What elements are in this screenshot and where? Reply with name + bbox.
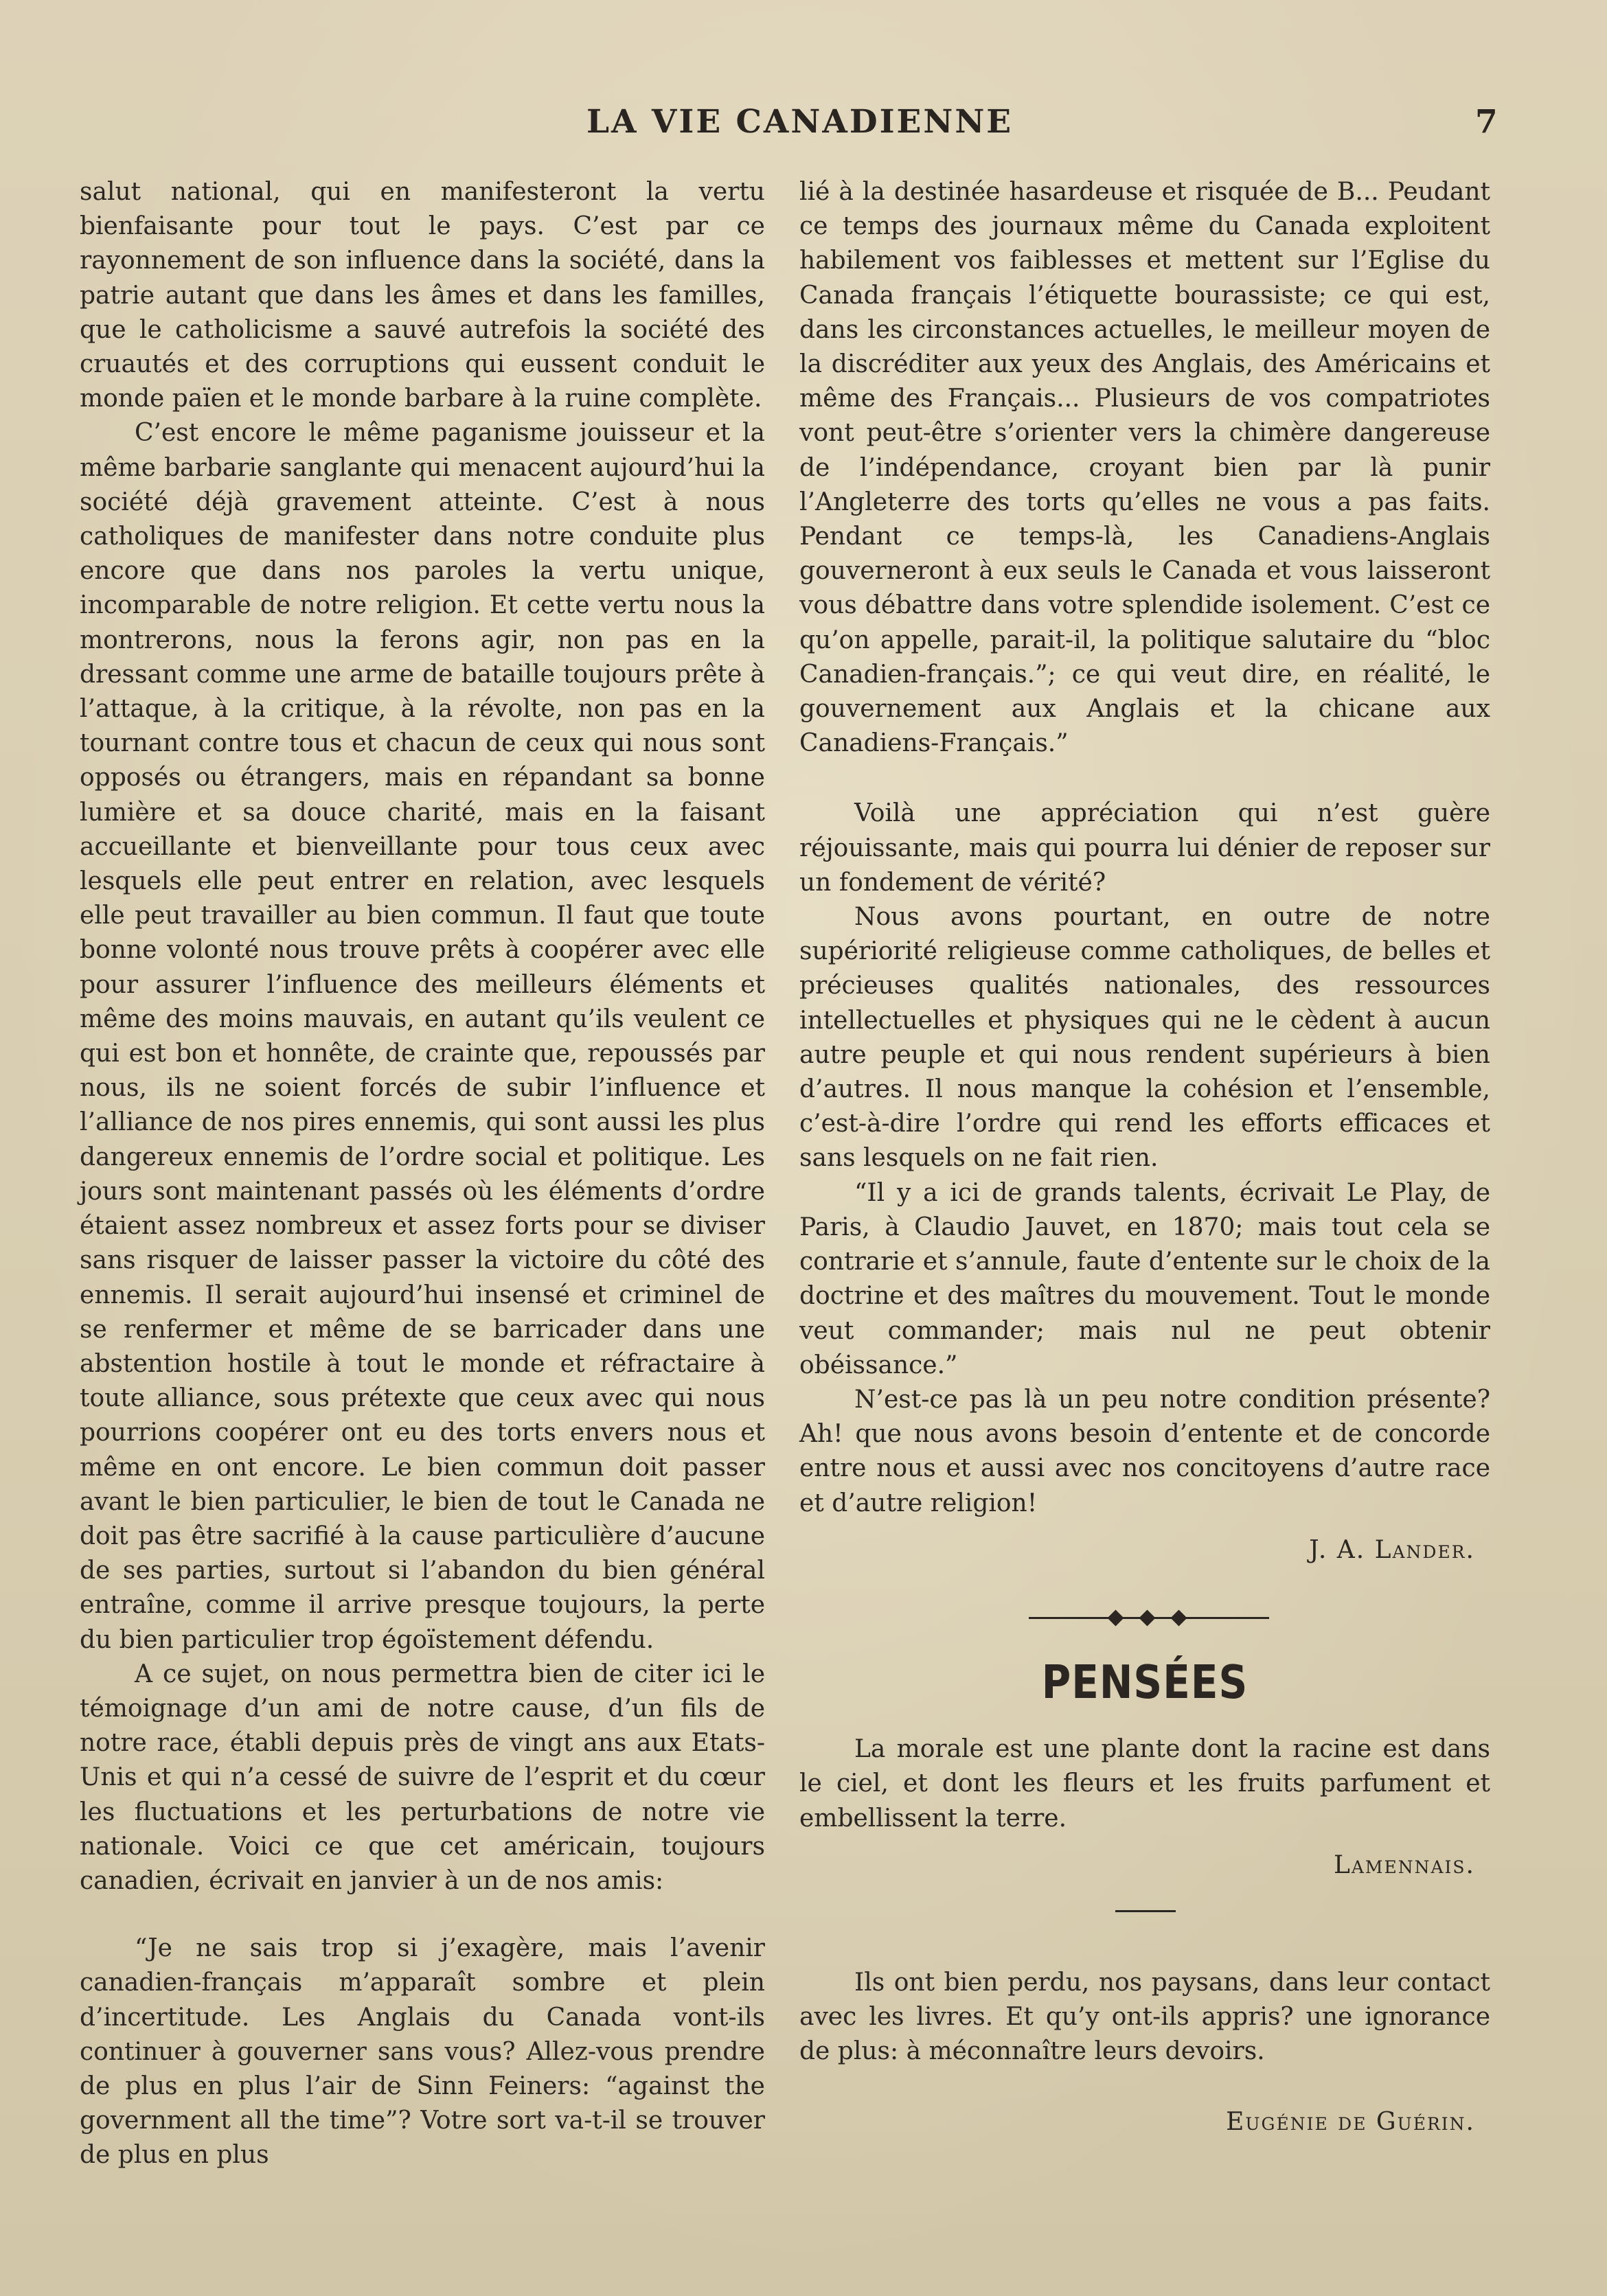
short-divider: [1115, 1910, 1176, 1912]
quoted-letter: “Je ne sais trop si j’exagère, mais l’avenir canadien-français m’apparaît sombre et plein d’incertitude. Les Anglais du Canada vont-ils continuer à gouverner sans vous? Allez-vous prendre de plus en plus l’air de Sinn Feiners: “against the government all the time”? Votre sort va-t-il se trouver de plus en plus: [80, 1934, 765, 2170]
article-signature: J. A. Lander.: [1309, 1535, 1475, 1564]
paragraph: C’est encore le même paganisme jouisseur et la même barbarie sanglante qui menacent aujourd’hui la société déjà gravement atteinte. C’est à nous catholiques de manifester dans notre conduite plus encore que dans nos paroles la vertu unique, incomparable de notre religion. Et cette vertu nous la montrerons, nous la ferons agir, non pas en la dressant comme une arme de bataille toujours prête à l’attaque, à la critique, à la révolte, non pas en la tournant contre tous et chacun de ceux qui nous sont opposés ou étrangers, mais en répandant sa bonne lumière et sa douce charité, mais en la faisant accueillante et bienveillante pour tous ceux avec lesquels elle peut entrer en relation, avec lesquels elle peut travailler au bien commun. Il faut que toute bonne volonté nous trouve prêts à coopérer avec elle pour assurer l’influence des meilleurs éléments et même des moins mauvais, en autant qu’ils veulent ce qui est bon et honnête, de crainte que, repoussés par nous, ils ne soient forcés de subir l’influence et l’alliance de nos pires ennemis, qui sont aussi les plus dangereux ennemis de l’ordre social et politique. Les jours sont maintenant passés où les éléments d’ordre étaient assez nombreux et assez forts pour se diviser sans risquer de laisser passer la victoire du côté des ennemis. Il serait aujourd’hui insensé et criminel de se renfermer et même de se barricader dans une abstention hostile à tout le monde et réfractaire à toute alliance, sous prétexte que ceux avec qui nous pourrions coopérer ont eu des torts envers nous et même en ont encore. Le bien commun doit passer avant le bien particulier, le bien de tout le Canada ne doit pas être sacrifié à la cause particulière d’aucune de ses parties, surtout si l’abandon du bien général entraîne, comme il arrive presque toujours, la perte du bien particulier trop égoïstement défendu.: [80, 419, 765, 1654]
quoted-letter-continued: lié à la destinée hasardeuse et risquée de B... Peudant ce temps des journaux même du Canada exploitent habilement vos faiblesses et mettent sur l’Eglise du Canada français l’étiquette bourassiste; ce qui est, dans les circonstances actuelles, le meilleur moyen de la discréditer aux yeux des Anglais, des Américains et même des Français... Plusieurs de vos compatriotes vont peut-être s’orienter vers la chimère dangereuse de l’indépendance, croyant bien par là punir l’Angleterre des torts qu’elles ne vous a pas faits. Pendant ce temps-là, les Canadiens-Anglais gouverneront à eux seuls le Canada et vous laisseront vous débattre dans votre splendide isolement. C’est ce qu’on appelle, parait-il, la politique salutaire du “bloc Canadien-français.”; ce qui veut dire, en réalité, le gouvernement aux Anglais et la chicane aux Canadiens-Français.”: [799, 178, 1490, 758]
section-title: PENSÉES: [1041, 1655, 1249, 1710]
left-column: [80, 175, 765, 2173]
paragraph: A ce sujet, on nous permettra bien de citer ici le témoignage d’un ami de notre cause, d’un fils de notre race, établi depuis près de vingt ans aux Etats-Unis et qui n’a cessé de suivre de l’esprit et du cœur les fluctuations et les perturbations de notre vie nationale. Voici ce que cet américain, toujours canadien, écrivait en janvier à un de nos amis:: [80, 1660, 765, 1895]
quotation-author: Eugénie de Guérin.: [1226, 2107, 1475, 2136]
right-column: [799, 175, 1490, 2139]
paragraph: Voilà une appréciation qui n’est guère réjouissante, mais qui pourra lui dénier de reposer sur un fondement de vérité?: [799, 799, 1490, 897]
paragraph: salut national, qui en manifesteront la vertu bienfaisante pour tout le pays. C’est par ce rayonnement de son influence dans la société, dans la patrie autant que dans les âmes et dans les familles, que le catholicisme a sauvé autrefois la société des cruautés et des corruptions qui eussent conduit le monde païen et le monde barbare à la ruine complète.: [80, 178, 765, 413]
ornamental-divider: [1029, 1607, 1269, 1628]
running-head: LA VIE CANADIENNE: [586, 103, 1014, 141]
quotation-author: Lamennais.: [1333, 1850, 1475, 1879]
quotation: Ils ont bien perdu, nos paysans, dans leur contact avec les livres. Et qu’y ont-ils appris? une ignorance de plus: à méconnaître leurs devoirs.: [799, 1968, 1490, 2066]
diamond-ornament: [1170, 1609, 1187, 1626]
paragraph: N’est-ce pas là un peu notre condition présente? Ah! que nous avons besoin d’entente et de concorde entre nous et aussi avec nos concitoyens d’autre race et d’autre religion!: [799, 1385, 1490, 1517]
quotation: La morale est une plante dont la racine est dans le ciel, et dont les fleurs et les fruits parfument et embellissent la terre.: [799, 1735, 1490, 1833]
diamond-ornament: [1107, 1609, 1124, 1626]
paragraph: “Il y a ici de grands talents, écrivait Le Play, de Paris, à Claudio Jauvet, en 1870; mais tout cela se contrarie et s’annule, faute d’entente sur le choix de la doctrine et des maîtres du mouvement. Tout le monde veut commander; mais nul ne peut obtenir obéissance.”: [799, 1178, 1490, 1379]
diamond-ornament: [1139, 1609, 1155, 1626]
paragraph: Nous avons pourtant, en outre de notre supériorité religieuse comme catholiques, de belles et précieuses qualités nationales, des ressources intellectuelles et physiques qui ne le cèdent à aucun autre peuple et qui nous rendent supérieurs à bien d’autres. Il nous manque la cohésion et l’ensemble, c’est-à-dire l’ordre qui rend les efforts efficaces et sans lesquels on ne fait rien.: [799, 903, 1490, 1173]
page-number: 7: [1475, 103, 1498, 141]
